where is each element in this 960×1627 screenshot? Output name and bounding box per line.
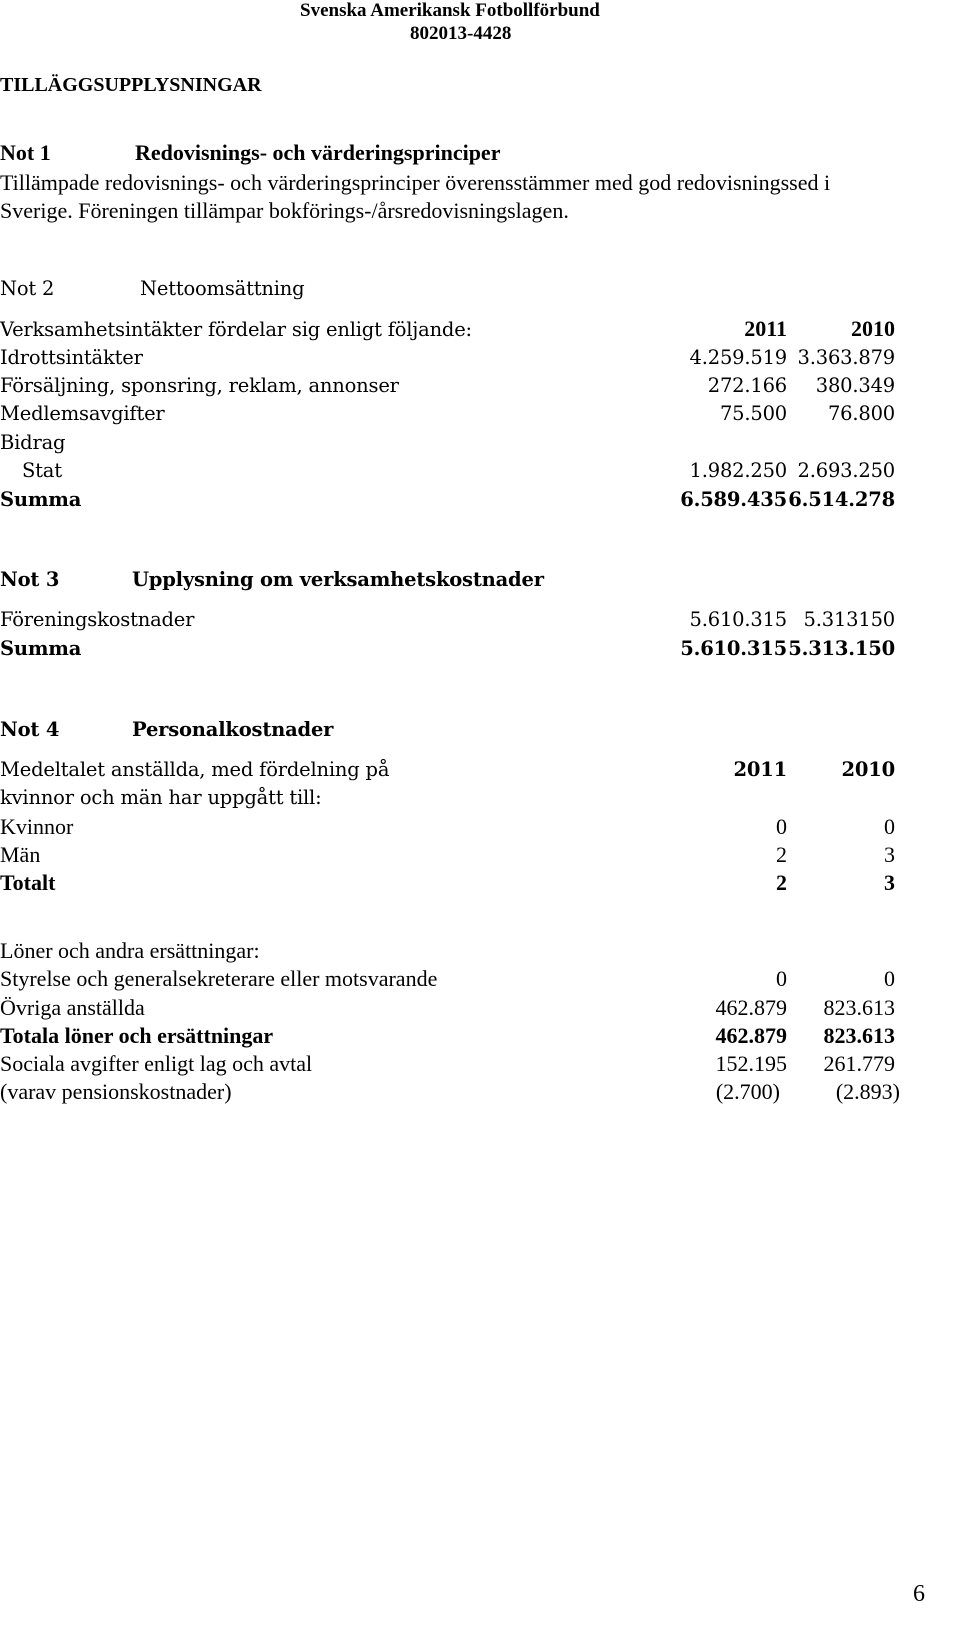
table-cell-2010: 5.313150 [803, 608, 895, 631]
table-row-label: Stat [22, 459, 62, 482]
table-total-label: Totala löner och ersättningar [0, 1023, 274, 1048]
salaries-heading: Löner och andra ersättningar: [0, 938, 260, 963]
organization-number: 802013-4428 [410, 23, 512, 44]
section-title: TILLÄGGSUPPLYSNINGAR [0, 74, 262, 96]
table-total-2010: 5.313.150 [788, 637, 895, 660]
note-1-title: Redovisnings- och värderingsprinciper [135, 140, 501, 165]
table-total-label: Summa [0, 637, 82, 660]
table-cell-2011: 272.166 [707, 374, 787, 397]
table-row-label: Styrelse och generalsekreterare eller motsvarande [0, 966, 438, 991]
table-cell-2011: 0 [776, 814, 787, 839]
table-cell-2011: 1.982.250 [689, 459, 787, 482]
table-total-2011: 6.589.435 [680, 488, 787, 511]
page-number: 6 [913, 1581, 925, 1607]
table-row-label: Övriga anställda [0, 995, 145, 1020]
note-4-title: Personalkostnader [132, 718, 334, 741]
table-cell-2011: 462.879 [715, 995, 787, 1020]
table-row-label: (varav pensionskostnader) [0, 1079, 232, 1104]
table-row-label: Män [0, 842, 41, 867]
organization-name: Svenska Amerikansk Fotbollförbund [300, 0, 600, 21]
note-4-year-2011: 2011 [733, 758, 787, 781]
note-4-year-2010: 2010 [841, 758, 895, 781]
table-row-label: Sociala avgifter enligt lag och avtal [0, 1051, 313, 1076]
table-total-2011: 5.610.315 [680, 637, 787, 660]
table-row-label: Försäljning, sponsring, reklam, annonser [0, 374, 399, 397]
note-2-year-2010: 2010 [851, 316, 895, 341]
table-cell-2010: 380.349 [815, 374, 895, 397]
note-2-number: Not 2 [0, 277, 55, 300]
note-4-intro-line1: Medeltalet anställda, med fördelning på [0, 758, 390, 781]
table-cell-2010: 0 [884, 966, 895, 991]
table-total-label: Summa [0, 488, 82, 511]
table-cell-2010: 0 [884, 814, 895, 839]
table-total-2010: 6.514.278 [788, 488, 895, 511]
table-cell-2010: 3 [884, 842, 895, 867]
note-2-year-2011: 2011 [744, 316, 787, 341]
table-cell-2010: 823.613 [823, 995, 895, 1020]
table-row-label: Idrottsintäkter [0, 346, 143, 369]
table-cell-2011: 4.259.519 [689, 346, 787, 369]
table-cell-2010: 2.693.250 [797, 459, 895, 482]
table-total-label: Totalt [0, 870, 56, 895]
note-4-number: Not 4 [0, 718, 60, 741]
note-1-number: Not 1 [0, 140, 51, 165]
table-row-label: Medlemsavgifter [0, 402, 165, 425]
table-cell-2010: 76.800 [827, 402, 895, 425]
table-cell-2011: 152.195 [715, 1051, 787, 1076]
note-4-intro-line2: kvinnor och män har uppgått till: [0, 786, 322, 809]
note-3-number: Not 3 [0, 568, 60, 591]
table-cell-2011: 75.500 [719, 402, 787, 425]
table-cell-2011: (2.700) [715, 1079, 780, 1104]
table-row-label: Kvinnor [0, 814, 74, 839]
table-total-2011: 462.879 [715, 1023, 787, 1048]
note-1-text-line1: Tillämpade redovisnings- och värderingsprinciper överensstämmer med god redovisningssed i [0, 170, 831, 195]
table-row-label: Föreningskostnader [0, 608, 195, 631]
table-cell-2010: 261.779 [823, 1051, 895, 1076]
note-2-title: Nettoomsättning [140, 277, 305, 300]
table-total-2010: 3 [884, 870, 895, 895]
table-cell-2011: 0 [776, 966, 787, 991]
table-total-2011: 2 [776, 870, 787, 895]
table-cell-2011: 5.610.315 [689, 608, 787, 631]
note-1-text-line2: Sverige. Föreningen tillämpar bokförings-/årsredovisningslagen. [0, 198, 569, 223]
table-cell-2011: 2 [776, 842, 787, 867]
table-cell-2010: (2.893) [835, 1079, 900, 1104]
table-total-2010: 823.613 [823, 1023, 895, 1048]
note-3-title: Upplysning om verksamhetskostnader [132, 568, 544, 591]
note-2-intro: Verksamhetsintäkter fördelar sig enligt följande: [0, 318, 472, 341]
table-cell-2010: 3.363.879 [797, 346, 895, 369]
table-row-label: Bidrag [0, 431, 66, 454]
